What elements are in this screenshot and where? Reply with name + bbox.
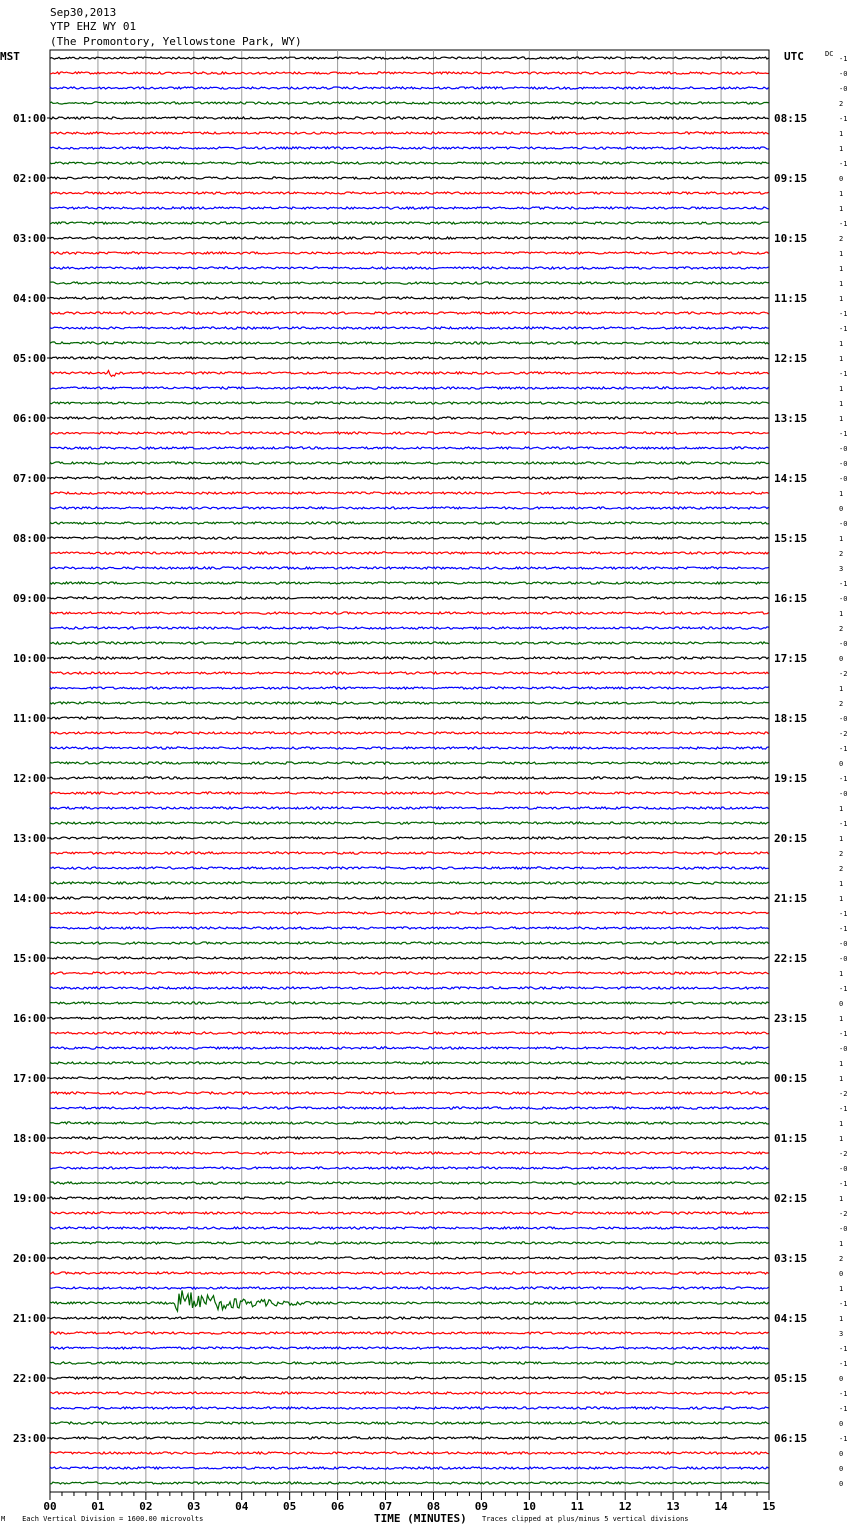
mst-label: MST xyxy=(0,50,20,63)
dc-offset-label: -1 xyxy=(839,1105,848,1113)
hour-label-utc: 19:15 xyxy=(774,772,808,785)
x-tick-label: 00 xyxy=(43,1500,57,1513)
dc-offset-label: -0 xyxy=(839,460,848,468)
hour-label-mst: 04:00 xyxy=(13,292,47,305)
dc-offset-label: -0 xyxy=(839,70,848,78)
trace-row xyxy=(50,732,769,734)
trace-row xyxy=(50,1167,769,1169)
x-tick-label: 09 xyxy=(474,1500,489,1513)
hour-label-mst: 11:00 xyxy=(13,712,47,725)
trace-row xyxy=(50,912,769,914)
dc-offset-label: 2 xyxy=(839,1255,844,1263)
trace-row xyxy=(50,1137,769,1139)
trace-row xyxy=(50,1032,769,1034)
dc-offset-label: 1 xyxy=(839,355,844,363)
trace-row xyxy=(50,957,769,959)
trace-row xyxy=(50,371,769,377)
hour-label-utc: 00:15 xyxy=(774,1072,808,1085)
dc-offset-label: 1 xyxy=(839,895,844,903)
trace-row xyxy=(50,402,769,404)
dc-offset-label: 0 xyxy=(839,1270,844,1278)
dc-offset-label: 1 xyxy=(839,130,844,138)
trace-row xyxy=(50,1002,769,1004)
dc-offset-label: 0 xyxy=(839,505,844,513)
hour-label-mst: 16:00 xyxy=(13,1012,47,1025)
dc-offset-label: -1 xyxy=(839,820,848,828)
hour-label-mst: 22:00 xyxy=(13,1372,47,1385)
trace-row xyxy=(50,777,769,779)
trace-row xyxy=(50,252,769,254)
trace-row xyxy=(50,462,769,464)
trace-row xyxy=(50,657,769,659)
hour-label-mst: 03:00 xyxy=(13,232,47,245)
hour-label-mst: 07:00 xyxy=(13,472,47,485)
trace-row xyxy=(50,852,769,854)
hour-label-mst: 20:00 xyxy=(13,1252,47,1265)
hour-label-mst: 13:00 xyxy=(13,832,47,845)
trace-row xyxy=(50,1047,769,1049)
dc-offset-label: -1 xyxy=(839,745,848,753)
x-tick-label: 05 xyxy=(283,1500,297,1513)
dc-offset-label: -2 xyxy=(839,1090,848,1098)
hour-label-mst: 14:00 xyxy=(13,892,47,905)
trace-row xyxy=(50,147,769,149)
dc-offset-label: -0 xyxy=(839,640,848,648)
x-tick-label: 01 xyxy=(91,1500,105,1513)
dc-offset-label: 2 xyxy=(839,100,844,108)
trace-row xyxy=(50,897,769,899)
hour-label-utc: 21:15 xyxy=(774,892,808,905)
trace-row xyxy=(50,822,769,824)
station-label: YTP EHZ WY 01 xyxy=(50,20,137,33)
trace-row xyxy=(50,327,769,329)
trace-row xyxy=(50,1272,769,1274)
dc-offset-label: -1 xyxy=(839,310,848,318)
trace-row xyxy=(50,387,769,389)
trace-row xyxy=(50,282,769,284)
hour-label-utc: 06:15 xyxy=(774,1432,808,1445)
dc-offset-label: 0 xyxy=(839,1000,844,1008)
dc-offset-label: -0 xyxy=(839,940,848,948)
footer-mark: M xyxy=(1,1515,6,1523)
hour-label-utc: 10:15 xyxy=(774,232,808,245)
dc-offset-label: -0 xyxy=(839,1165,848,1173)
dc-offset-label: -1 xyxy=(839,910,848,918)
hour-label-utc: 11:15 xyxy=(774,292,808,305)
trace-row xyxy=(50,477,769,479)
hour-label-utc: 01:15 xyxy=(774,1132,808,1145)
x-tick-label: 02 xyxy=(139,1500,153,1513)
x-tick-label: 13 xyxy=(666,1500,680,1513)
trace-row xyxy=(50,687,769,690)
clip-note: Traces clipped at plus/minus 5 vertical divisions xyxy=(482,1515,689,1523)
dc-offset-label: 1 xyxy=(839,805,844,813)
dc-offset-label: -1 xyxy=(839,1030,848,1038)
utc-label: UTC xyxy=(784,50,804,63)
trace-row xyxy=(50,612,769,614)
dc-offset-label: -0 xyxy=(839,1225,848,1233)
dc-offset-label: -1 xyxy=(839,775,848,783)
trace-row xyxy=(50,1407,769,1409)
x-tick-label: 07 xyxy=(378,1500,393,1513)
trace-row xyxy=(50,1092,769,1094)
dc-offset-label: -1 xyxy=(839,1180,848,1188)
trace-row xyxy=(50,102,769,104)
dc-offset-label: 1 xyxy=(839,610,844,618)
dc-offset-label: -1 xyxy=(839,325,848,333)
trace-row xyxy=(50,1107,769,1109)
dc-offset-label: 0 xyxy=(839,655,844,663)
trace-row xyxy=(50,1212,769,1214)
trace-row xyxy=(50,717,769,719)
trace-row xyxy=(50,1377,769,1379)
trace-row xyxy=(50,1290,769,1311)
dc-offset-label: 0 xyxy=(839,1450,844,1458)
x-tick-label: 03 xyxy=(187,1500,201,1513)
dc-offset-label: -1 xyxy=(839,115,848,123)
hour-label-utc: 17:15 xyxy=(774,652,808,665)
dc-offset-label: 1 xyxy=(839,835,844,843)
trace-row xyxy=(50,747,769,749)
dc-offset-label: 1 xyxy=(839,415,844,423)
trace-row xyxy=(50,507,769,509)
trace-row xyxy=(50,1152,769,1154)
trace-row xyxy=(50,1287,769,1289)
trace-row xyxy=(50,267,769,269)
trace-row xyxy=(50,312,769,314)
dc-offset-label: -2 xyxy=(839,1210,848,1218)
trace-row xyxy=(50,837,769,839)
trace-row xyxy=(50,342,769,344)
trace-row xyxy=(50,492,769,494)
dc-offset-label: 1 xyxy=(839,1120,844,1128)
dc-offset-label: -0 xyxy=(839,595,848,603)
dc-offset-label: -1 xyxy=(839,160,848,168)
hour-label-utc: 02:15 xyxy=(774,1192,808,1205)
trace-row xyxy=(50,1452,769,1454)
trace-row xyxy=(50,1227,769,1229)
dc-offset-label: 1 xyxy=(839,535,844,543)
hour-label-utc: 16:15 xyxy=(774,592,808,605)
dc-offset-label: 2 xyxy=(839,865,844,873)
dc-offset-label: 1 xyxy=(839,205,844,213)
trace-row xyxy=(50,1062,769,1064)
dc-offset-label: 1 xyxy=(839,190,844,198)
dc-offset-label: 1 xyxy=(839,1075,844,1083)
dc-offset-label: 1 xyxy=(839,1195,844,1203)
plot-frame xyxy=(50,50,769,1492)
trace-row xyxy=(50,1182,769,1184)
hour-label-mst: 02:00 xyxy=(13,172,47,185)
trace-row xyxy=(50,222,769,224)
hour-label-utc: 09:15 xyxy=(774,172,808,185)
dc-offset-label: -1 xyxy=(839,1435,848,1443)
trace-row xyxy=(50,1482,769,1484)
hour-label-mst: 08:00 xyxy=(13,532,47,545)
trace-row xyxy=(50,597,769,599)
hour-label-mst: 17:00 xyxy=(13,1072,47,1085)
hour-label-mst: 15:00 xyxy=(13,952,47,965)
x-tick-label: 14 xyxy=(714,1500,728,1513)
trace-row xyxy=(50,882,769,884)
dc-offset-label: 1 xyxy=(839,1060,844,1068)
trace-row xyxy=(50,1317,769,1319)
trace-row xyxy=(50,942,769,944)
dc-offset-label: 1 xyxy=(839,880,844,888)
trace-row xyxy=(50,1362,769,1364)
dc-offset-label: -2 xyxy=(839,1150,848,1158)
dc-offset-label: 1 xyxy=(839,1135,844,1143)
date-label: Sep30,2013 xyxy=(50,6,117,19)
trace-row xyxy=(50,552,769,554)
dc-offset-label: 1 xyxy=(839,1315,844,1323)
trace-row xyxy=(50,72,769,74)
trace-row xyxy=(50,237,769,239)
hour-label-mst: 12:00 xyxy=(13,772,47,785)
trace-row xyxy=(50,162,769,164)
dc-offset-label: -0 xyxy=(839,1045,848,1053)
hour-label-utc: 03:15 xyxy=(774,1252,808,1265)
dc-offset-label: -1 xyxy=(839,985,848,993)
hour-label-utc: 18:15 xyxy=(774,712,808,725)
trace-row xyxy=(50,1437,769,1439)
dc-offset-label: 1 xyxy=(839,250,844,258)
dc-offset-label: 1 xyxy=(839,970,844,978)
trace-row xyxy=(50,1422,769,1424)
dc-offset-label: -1 xyxy=(839,430,848,438)
dc-offset-label: -1 xyxy=(839,220,848,228)
trace-row xyxy=(50,177,769,179)
dc-offset-label: 1 xyxy=(839,685,844,693)
dc-offset-label: 2 xyxy=(839,235,844,243)
dc-offset-label: 3 xyxy=(839,565,844,573)
trace-row xyxy=(50,972,769,974)
trace-row xyxy=(50,567,769,569)
dc-label: DC xyxy=(825,50,834,58)
x-tick-label: 08 xyxy=(426,1500,441,1513)
dc-offset-label: 2 xyxy=(839,625,844,633)
trace-row xyxy=(50,447,769,449)
trace-row xyxy=(50,672,769,674)
dc-offset-label: 1 xyxy=(839,385,844,393)
trace-row xyxy=(50,807,769,809)
hour-label-mst: 06:00 xyxy=(13,412,47,425)
hour-label-utc: 04:15 xyxy=(774,1312,808,1325)
hour-label-mst: 09:00 xyxy=(13,592,47,605)
dc-offset-label: -0 xyxy=(839,715,848,723)
x-tick-label: 04 xyxy=(235,1500,249,1513)
x-axis-label: TIME (MINUTES) xyxy=(374,1512,467,1525)
trace-row xyxy=(50,207,769,209)
hour-label-mst: 10:00 xyxy=(13,652,47,665)
trace-row xyxy=(50,582,769,584)
hour-label-mst: 18:00 xyxy=(13,1132,47,1145)
dc-offset-label: 3 xyxy=(839,1330,844,1338)
trace-row xyxy=(50,57,769,59)
hour-label-utc: 13:15 xyxy=(774,412,808,425)
dc-offset-label: -1 xyxy=(839,1405,848,1413)
dc-offset-label: -2 xyxy=(839,730,848,738)
dc-offset-label: -1 xyxy=(839,925,848,933)
dc-offset-label: 1 xyxy=(839,1240,844,1248)
trace-row xyxy=(50,762,769,764)
trace-row xyxy=(50,867,769,869)
dc-offset-label: -1 xyxy=(839,1300,848,1308)
x-tick-label: 06 xyxy=(330,1500,345,1513)
dc-offset-label: -0 xyxy=(839,475,848,483)
dc-offset-label: -2 xyxy=(839,670,848,678)
trace-row xyxy=(50,1392,769,1394)
trace-row xyxy=(50,927,769,929)
vertical-division-note: Each Vertical Division = 1600.00 microvolts xyxy=(22,1515,204,1523)
dc-offset-label: -0 xyxy=(839,790,848,798)
dc-offset-label: 1 xyxy=(839,490,844,498)
dc-offset-label: 0 xyxy=(839,760,844,768)
location-label: (The Promontory, Yellowstone Park, WY) xyxy=(50,35,302,48)
trace-row xyxy=(50,1077,769,1079)
trace-row xyxy=(50,1122,769,1124)
dc-offset-label: 1 xyxy=(839,400,844,408)
hour-label-utc: 05:15 xyxy=(774,1372,808,1385)
dc-offset-label: 1 xyxy=(839,145,844,153)
dc-offset-label: 1 xyxy=(839,295,844,303)
trace-row xyxy=(50,432,769,434)
dc-offset-label: 2 xyxy=(839,550,844,558)
hour-label-utc: 12:15 xyxy=(774,352,808,365)
trace-row xyxy=(50,1242,769,1244)
trace-row xyxy=(50,1347,769,1349)
dc-offset-label: 1 xyxy=(839,280,844,288)
trace-row xyxy=(50,117,769,119)
dc-offset-label: -1 xyxy=(839,1345,848,1353)
dc-offset-label: -1 xyxy=(839,580,848,588)
trace-row xyxy=(50,297,769,299)
dc-offset-label: -0 xyxy=(839,445,848,453)
trace-row xyxy=(50,627,769,629)
x-tick-label: 12 xyxy=(618,1500,632,1513)
trace-row xyxy=(50,1467,769,1469)
hour-label-utc: 22:15 xyxy=(774,952,808,965)
trace-row xyxy=(50,132,769,134)
dc-offset-label: -0 xyxy=(839,955,848,963)
trace-row xyxy=(50,792,769,794)
dc-offset-label: 2 xyxy=(839,850,844,858)
dc-offset-label: -1 xyxy=(839,1390,848,1398)
dc-offset-label: 0 xyxy=(839,1480,844,1488)
hour-label-mst: 05:00 xyxy=(13,352,47,365)
x-tick-label: 11 xyxy=(570,1500,584,1513)
hour-label-utc: 15:15 xyxy=(774,532,808,545)
hour-label-utc: 23:15 xyxy=(774,1012,808,1025)
dc-offset-label: -1 xyxy=(839,370,848,378)
dc-offset-label: 0 xyxy=(839,1465,844,1473)
dc-offset-label: 0 xyxy=(839,1420,844,1428)
dc-offset-label: -1 xyxy=(839,1360,848,1368)
dc-offset-label: -1 xyxy=(839,55,848,63)
hour-label-mst: 23:00 xyxy=(13,1432,47,1445)
trace-row xyxy=(50,192,769,194)
dc-offset-label: 1 xyxy=(839,1015,844,1023)
trace-row xyxy=(50,1257,769,1259)
trace-row xyxy=(50,702,769,704)
dc-offset-label: 1 xyxy=(839,265,844,273)
trace-row xyxy=(50,537,769,539)
hour-label-utc: 08:15 xyxy=(774,112,808,125)
trace-row xyxy=(50,87,769,89)
dc-offset-label: -0 xyxy=(839,520,848,528)
hour-label-utc: 14:15 xyxy=(774,472,808,485)
trace-row xyxy=(50,417,769,419)
hour-label-mst: 21:00 xyxy=(13,1312,47,1325)
hour-label-utc: 20:15 xyxy=(774,832,808,845)
dc-offset-label: 2 xyxy=(839,700,844,708)
dc-offset-label: 1 xyxy=(839,340,844,348)
x-tick-label: 10 xyxy=(522,1500,536,1513)
footer-note-left xyxy=(1,1515,203,1523)
x-tick-label: 15 xyxy=(762,1500,776,1513)
trace-row xyxy=(50,987,769,989)
dc-offset-label: 0 xyxy=(839,175,844,183)
dc-offset-label: 1 xyxy=(839,1285,844,1293)
trace-row xyxy=(50,357,769,359)
dc-offset-label: -0 xyxy=(839,85,848,93)
trace-row xyxy=(50,1332,769,1334)
trace-row xyxy=(50,642,769,644)
trace-row xyxy=(50,1017,769,1019)
trace-row xyxy=(50,522,769,524)
trace-row xyxy=(50,1197,769,1199)
hour-label-mst: 01:00 xyxy=(13,112,47,125)
dc-offset-label: 0 xyxy=(839,1375,844,1383)
hour-label-mst: 19:00 xyxy=(13,1192,47,1205)
